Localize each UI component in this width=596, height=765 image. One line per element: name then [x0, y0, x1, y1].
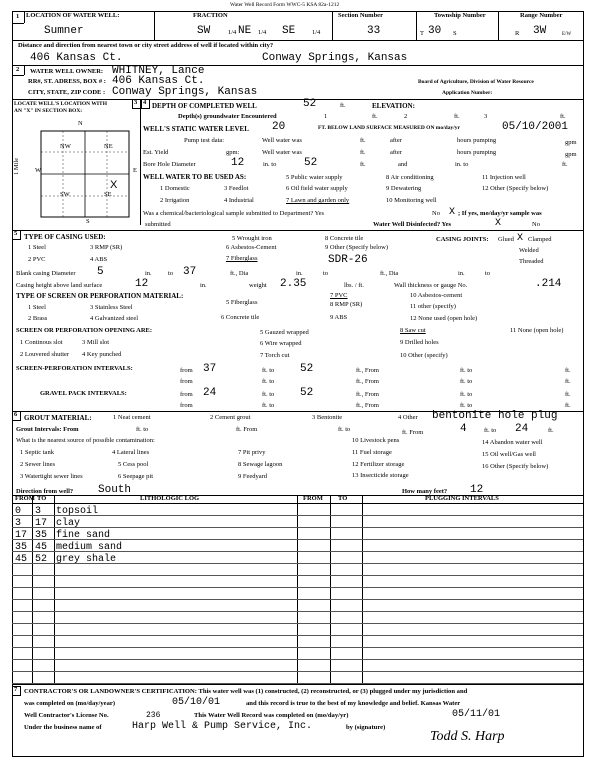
log-rule — [12, 647, 583, 648]
table-row[interactable] — [13, 505, 581, 516]
sp-ft-to-1: ft. to — [262, 367, 275, 374]
well-water-was-1: Well water was — [262, 137, 302, 144]
source-13: 13 Insecticide storage — [352, 472, 409, 479]
source-16: 16 Other (Specify below) — [482, 463, 549, 470]
gpm-1: gpm — [565, 139, 577, 146]
township-t: T — [420, 30, 424, 37]
use-3: 3 Feedlot — [224, 185, 249, 192]
weight-value[interactable]: 2.35 — [280, 278, 307, 290]
static-label: WELL'S STATIC WATER LEVEL — [143, 125, 249, 133]
source-11: 11 Fuel storage — [352, 449, 392, 456]
screen-5: 5 Fiberglass — [226, 299, 258, 306]
section-grid[interactable] — [40, 130, 130, 218]
gw-ft-3: ft. — [560, 113, 566, 120]
screen-9: 9 ABS — [330, 314, 348, 321]
distance-label: Distance and direction from nearest town or city street address of well if located within city? — [18, 42, 274, 49]
source-15: 15 Oil well/Gas well — [482, 451, 536, 458]
sp-ft-from-1: ft., From — [356, 367, 379, 374]
cert-line-2b: and this record is true to the best of my knowledge and belief. Kansas Water — [246, 700, 461, 707]
blank-to-3: to — [485, 270, 491, 277]
casing-5: 5 Wrought iron — [232, 235, 272, 242]
height-label: Casing height above land surface — [16, 282, 103, 289]
gw-1: 1 — [324, 113, 328, 120]
table-row[interactable] — [13, 517, 581, 528]
quadrant-nw: NW — [60, 143, 71, 150]
application-number-label: Application Number: — [442, 90, 493, 96]
gp-ft-from-2: ft., From — [356, 402, 379, 409]
range-label: Range Number — [520, 12, 563, 19]
opening-11: 11 None (open hole) — [510, 327, 564, 334]
log-to: 45 — [35, 542, 48, 553]
sp-ft-to-2b: ft. to — [460, 378, 473, 385]
quarter-3: 1/4 — [312, 29, 321, 36]
gravel-label: GRAVEL PACK INTERVALS: — [40, 390, 127, 397]
log-to: 52 — [35, 554, 48, 565]
joint-glued: Glued — [498, 236, 514, 243]
completed-date[interactable]: 05/10/01 — [172, 697, 221, 708]
sp-from-2: from — [180, 378, 193, 385]
use-12: 12 Other (Specify below) — [482, 185, 549, 192]
well-water-was-2: Well water was — [262, 149, 302, 156]
source-14: 14 Abandon water well — [482, 439, 543, 446]
opening-9: 9 Drilled holes — [400, 339, 439, 346]
use-7: 7 Lawn and garden only — [286, 197, 350, 204]
screen-6: 6 Concrete tile — [221, 314, 260, 321]
address-line-2[interactable]: Conway Springs, Kansas — [262, 52, 408, 64]
township-label: Township Number — [434, 12, 486, 19]
opening-8: 8 Saw cut — [400, 327, 426, 334]
use-4: 4 Industrial — [224, 197, 254, 204]
grout-ft-to-1: ft. to — [136, 426, 149, 433]
bore-value[interactable]: 12 — [231, 157, 245, 169]
source-10: 10 Livestock pens — [352, 437, 400, 444]
grout-label: GROUT MATERIAL: — [24, 414, 92, 422]
sp-ft-from-2: ft., From — [356, 378, 379, 385]
log-header-to: TO — [37, 495, 47, 502]
quadrant-sw: SW — [60, 191, 70, 198]
casing-joints-label: CASING JOINTS: — [436, 236, 489, 243]
casing-type-label: TYPE OF CASING USED: — [24, 233, 106, 241]
screen-3: 3 Stainless Steel — [90, 304, 133, 311]
blank-to-2: to — [323, 270, 329, 277]
source-6: 6 Seepage pit — [118, 473, 154, 480]
screen-11: 11 other (specify) — [410, 303, 456, 310]
compass-south: S — [86, 218, 90, 225]
source-7: 7 Pit privy — [238, 449, 266, 456]
use-2: 2 Irrigation — [160, 197, 190, 204]
gp-to-value[interactable]: 52 — [300, 387, 314, 399]
casing-2: 2 PVC — [28, 256, 46, 263]
sp-intervals-label: SCREEN-PERFORATION INTERVALS: — [16, 365, 133, 372]
height-in: in. — [200, 282, 207, 289]
log-from: 0 — [15, 506, 22, 517]
section-1-number: 1 — [16, 13, 20, 20]
wall-value[interactable]: .214 — [535, 278, 562, 290]
section-number-label: Section Number — [338, 12, 383, 19]
cert-line-4a: Under the business name of — [24, 724, 102, 731]
bore-ft-2: ft. — [562, 161, 568, 168]
casing-3: 3 RMP (SR) — [90, 244, 123, 251]
form-frame — [12, 11, 584, 757]
est-yield-label: Est. Yield — [143, 149, 169, 156]
section-4-number: 4 — [143, 99, 147, 106]
casing-7: 7 Fiberglass — [226, 255, 258, 262]
chem-tail: ; If yes, mo/day/yr sample was — [458, 210, 542, 217]
direction-label: Direction from well? — [16, 488, 74, 495]
casing-6: 6 Asbestos-Cement — [226, 244, 277, 251]
township-value[interactable]: 30 — [428, 25, 442, 37]
log-to: 35 — [35, 530, 48, 541]
grout-ft-from-1: ft. From — [236, 426, 258, 433]
signature: Todd S. Harp — [430, 729, 505, 744]
bore-in-to-2: in. to — [455, 161, 469, 168]
section-number-value[interactable]: 33 — [367, 25, 381, 37]
log-rule — [12, 575, 583, 576]
compass-west: W — [35, 167, 42, 174]
section-3-number: 3 — [134, 99, 138, 106]
fraction-label: FRACTION — [193, 12, 228, 19]
range-r: R — [515, 30, 520, 37]
gpm-2: gpm — [565, 151, 577, 158]
blank-to-value[interactable]: 37 — [183, 266, 197, 278]
opening-1: 1 Continous slot — [20, 339, 63, 346]
direction-value[interactable]: South — [98, 484, 132, 496]
fraction-3[interactable]: SE — [282, 25, 296, 37]
gw-3: 3 — [484, 113, 488, 120]
screen-type-label: TYPE OF SCREEN OR PERFORATION MATERIAL: — [16, 292, 184, 300]
static-mid: FT. BELOW LAND SURFACE MEASURED ON mo/day/yr — [318, 125, 460, 131]
township-s: S — [453, 30, 457, 37]
source-3: 3 Watertight sewer lines — [20, 473, 83, 480]
bore-label: Bore Hole Diameter — [143, 161, 196, 168]
log-rule — [12, 635, 583, 636]
feet-value[interactable]: 12 — [470, 484, 484, 496]
joint-x[interactable]: X — [517, 233, 524, 244]
grout-to-value[interactable]: 24 — [515, 423, 529, 435]
est-gpm: gpm: — [226, 149, 240, 156]
opening-5: 5 Gauzed wrapped — [260, 329, 309, 336]
casing-4: 4 ABS — [90, 256, 108, 263]
joint-threaded: Threaded — [519, 258, 544, 265]
rr-value[interactable]: 406 Kansas Ct. — [112, 75, 205, 87]
gp-ft-to-1b: ft. to — [460, 391, 473, 398]
screen-8: 8 RMP (SR) — [330, 301, 363, 308]
gp-ft-to-2: ft. to — [262, 402, 275, 409]
wall-label: Wall thickness or gauge No. — [394, 282, 468, 289]
weight-label: weight — [249, 282, 267, 289]
grout-2: 2 Cement grout — [210, 414, 251, 421]
log-from: 45 — [15, 554, 28, 565]
source-1: 1 Septic tank — [20, 449, 54, 456]
locate-label-2: AN "X" IN SECTION BOX: — [14, 108, 83, 114]
opening-4: 4 Key punched — [82, 351, 122, 358]
log-desc: grey shale — [56, 554, 117, 565]
opening-3: 3 Mill slot — [82, 339, 110, 346]
opening-6: 6 Wire wrapped — [260, 340, 302, 347]
submitted-label: submitted — [145, 221, 171, 228]
cert-line-2a: was completed on (mo/day/year) — [24, 700, 116, 707]
bore-ft: ft. — [360, 161, 366, 168]
gw-ft-2: ft. — [454, 113, 460, 120]
use-8: 8 Air conditioning — [386, 174, 434, 181]
gp-ft-to-2b: ft. to — [460, 402, 473, 409]
blank-to: to — [168, 270, 174, 277]
log-to: 3 — [35, 506, 42, 517]
blank-diameter[interactable]: 5 — [97, 266, 104, 278]
section-5-number: 5 — [14, 230, 18, 237]
depth-ft: ft. — [340, 102, 346, 109]
gp-ft-end-1: ft. — [565, 391, 571, 398]
source-5: 5 Cess pool — [118, 461, 149, 468]
screen-7: 7 PVC — [330, 292, 348, 299]
opening-2: 2 Louvered shutter — [20, 351, 70, 358]
log-rule — [12, 599, 583, 600]
sp-to-value[interactable]: 52 — [300, 363, 314, 375]
gp-ft-from-1: ft., From — [356, 391, 379, 398]
disinfected-no: No — [532, 221, 540, 228]
hours-pumping-2: hours pumping — [457, 149, 497, 156]
use-10: 10 Monitoring well — [386, 197, 437, 204]
log-rule — [12, 671, 583, 672]
blank-in-2: in. — [296, 270, 303, 277]
screen-4: 4 Galvanized steel — [90, 315, 139, 322]
opening-7: 7 Torch cut — [260, 352, 290, 359]
mile-label: 1 Mile — [13, 157, 20, 175]
quarter-2: 1/4 — [258, 29, 267, 36]
source-label: What is the nearest source of possible contamination: — [16, 437, 155, 444]
owner-value[interactable]: WHITNEY, Lance — [112, 65, 205, 77]
elevation-label: ELEVATION: — [372, 102, 415, 110]
city-label: CITY, STATE, ZIP CODE : — [28, 89, 106, 96]
ww-ft-2: ft. — [360, 149, 366, 156]
blank-label: Blank casing Diameter — [16, 270, 76, 277]
cert-line-3b: This Water Well Record was completed on (mo/day/yr) — [194, 712, 349, 719]
range-value[interactable]: 3W — [533, 25, 547, 37]
grout-intervals-label: Grout Intervals: From — [16, 426, 79, 433]
compass-east: E — [133, 167, 137, 174]
grout-ft-end: ft. — [548, 427, 554, 434]
table-row[interactable] — [13, 553, 581, 564]
used-as-label: WELL WATER TO BE USED AS: — [143, 173, 247, 181]
screen-12: 12 None used (open hole) — [410, 315, 478, 322]
log-header-to-2: TO — [338, 495, 348, 502]
use-11: 11 Injection well — [482, 174, 526, 181]
groundwater-label: Depth(s) groundwater Encountered — [178, 113, 277, 120]
joint-clamped: Clamped — [528, 236, 552, 243]
use-1: 1 Domestic — [160, 185, 190, 192]
locate-label-1: LOCATE WELL'S LOCATION WITH — [14, 101, 107, 107]
opening-label: SCREEN OR PERFORATION OPENING ARE: — [16, 327, 153, 334]
after-2: after — [390, 149, 402, 156]
log-desc: medium sand — [56, 542, 123, 553]
source-2: 2 Sewer lines — [20, 461, 56, 468]
fraction-2[interactable]: NE — [238, 25, 252, 37]
sp-ft-end-2: ft. — [565, 378, 571, 385]
table-row[interactable] — [13, 529, 581, 540]
depth-value[interactable]: 52 — [303, 98, 317, 110]
quarter-1: 1/4 — [228, 29, 237, 36]
chem-no: No — [432, 210, 440, 217]
sp-ft-to-2: ft. to — [262, 378, 275, 385]
casing-8: 8 Concrete tile — [325, 235, 364, 242]
compass-north: N — [78, 120, 83, 127]
depth-label: DEPTH OF COMPLETED WELL — [152, 102, 257, 110]
log-desc: fine sand — [56, 530, 111, 541]
static-value[interactable]: 20 — [272, 121, 286, 133]
license-value[interactable]: 236 — [146, 711, 161, 720]
source-9: 9 Feedyard — [238, 473, 268, 480]
city-value[interactable]: Conway Springs, Kansas — [112, 86, 258, 98]
disinfected-label: Water Well Disinfected? Yes — [373, 221, 452, 228]
log-desc: topsoil — [56, 506, 99, 517]
county-value[interactable]: Sumner — [44, 25, 84, 37]
log-rule — [12, 587, 583, 588]
section-2-number: 2 — [16, 66, 20, 73]
range-ew: E/W — [562, 32, 572, 37]
log-header-from-2: FROM — [303, 495, 323, 502]
lbs-label: lbs. / ft. — [344, 282, 364, 289]
log-header-lithologic: LITHOLOGIC LOG — [140, 495, 200, 502]
record-date[interactable]: 05/11/01 — [452, 709, 501, 720]
cert-line-1: CONTRACTOR'S OR LANDOWNER'S CERTIFICATION: This water well was (1) constructed, (2) reconstructed, or (3) plugged under my jurisdiction and — [24, 688, 468, 695]
gp-ft-to-1: ft. to — [262, 391, 275, 398]
casing-1: 1 Steel — [28, 244, 46, 251]
cert-line-3a: Well Contractor's License No. — [24, 712, 109, 719]
gw-2: 2 — [404, 113, 408, 120]
sp-ft-end-1: ft. — [565, 367, 571, 374]
log-from: 35 — [15, 542, 28, 553]
blank-in: in. — [145, 270, 152, 277]
screen-2: 2 Brass — [28, 315, 48, 322]
use-9: 9 Dewatering — [386, 185, 422, 192]
grout-ft-to-2: ft. to — [338, 426, 351, 433]
well-mark: X — [110, 179, 118, 191]
rr-label: RR#, ST. ADRESS, BOX # : — [28, 78, 106, 85]
screen-10: 10 Asbestos-cement — [410, 292, 463, 299]
disinfected-x[interactable]: X — [495, 218, 502, 229]
gp-ft-end-2: ft. — [565, 402, 571, 409]
log-rule — [12, 611, 583, 612]
opening-10: 10 Other (specify) — [400, 352, 448, 359]
grout-ft-from-2: ft. From — [402, 429, 424, 436]
log-header-from: FROM — [15, 495, 35, 502]
gp-from-value[interactable]: 24 — [203, 387, 217, 399]
sp-from-1: from — [180, 367, 193, 374]
chem-x[interactable]: X — [449, 207, 456, 218]
grout-ft-to-3: ft. to — [484, 427, 497, 434]
source-12: 12 Fertilizer storage — [352, 461, 405, 468]
gp-from-1: from — [180, 391, 193, 398]
height-value[interactable]: 12 — [135, 278, 149, 290]
board-text: Board of Agriculture, Division of Water Resource — [418, 79, 534, 85]
blank-ft-dia-2: ft., Dia — [380, 270, 399, 277]
quadrant-se: SE — [104, 191, 112, 198]
joint-welded: Welded — [519, 247, 539, 254]
grout-3: 3 Bentonite — [312, 414, 343, 421]
hours-pumping-1: hours pumping — [457, 137, 497, 144]
sp-from-value[interactable]: 37 — [203, 363, 217, 375]
owner-label: WATER WELL OWNER: — [30, 68, 104, 75]
grout-1: 1 Neat cement — [113, 414, 151, 421]
ww-ft-1: ft. — [360, 137, 366, 144]
form-title: Water Well Record Form WWC-5 KSA 82a-1212 — [230, 2, 340, 8]
screen-1: 1 Steel — [28, 304, 46, 311]
cert-line-4b: by (signature) — [346, 724, 386, 731]
source-4: 4 Lateral lines — [112, 449, 150, 456]
feet-label: How many feet? — [402, 488, 448, 495]
chem-label: Was a chemical/bacteriological sample submitted to Department? Yes — [143, 210, 325, 217]
location-label: LOCATION OF WATER WELL: — [26, 12, 120, 19]
use-5: 5 Public water supply — [286, 174, 343, 181]
bore-to-value[interactable]: 52 — [304, 157, 318, 169]
gw-ft-1: ft. — [372, 113, 378, 120]
log-from: 3 — [15, 518, 22, 529]
static-date[interactable]: 05/10/2001 — [502, 121, 569, 133]
log-rule — [12, 659, 583, 660]
bore-and: and — [398, 161, 408, 168]
sdr-value[interactable]: SDR-26 — [328, 254, 368, 266]
quadrant-ne: NE — [104, 143, 113, 150]
gp-from-2: from — [180, 402, 193, 409]
blank-ft-dia: ft., Dia — [230, 270, 249, 277]
pump-test-label: Pump test data: — [184, 137, 225, 144]
use-6: 6 Oil field water supply — [286, 185, 348, 192]
grout-4: 4 Other — [398, 414, 418, 421]
business-name[interactable]: Harp Well & Pump Service, Inc. — [132, 721, 313, 732]
sp-ft-to-1b: ft. to — [460, 367, 473, 374]
log-header-plugging: PLUGGING INTERVALS — [425, 495, 499, 502]
grout-other-value[interactable]: bentonite hole plug — [432, 410, 558, 422]
log-rule — [12, 623, 583, 624]
log-to: 17 — [35, 518, 48, 529]
bore-in-to: in. to — [263, 161, 277, 168]
table-row[interactable] — [13, 541, 581, 552]
grout-from-value[interactable]: 4 — [460, 423, 467, 435]
log-desc: clay — [56, 518, 81, 529]
fraction-1[interactable]: SW — [197, 25, 211, 37]
section-7-number: 7 — [14, 686, 18, 693]
after-1: after — [390, 137, 402, 144]
casing-9: 9 Other (Specify below) — [325, 244, 388, 251]
source-8: 8 Sewage lagoon — [238, 461, 283, 468]
blank-in-3: in. — [458, 270, 465, 277]
section-6-number: 6 — [14, 411, 18, 418]
log-from: 17 — [15, 530, 28, 541]
address-line-1[interactable]: 406 Kansas Ct. — [30, 52, 123, 64]
